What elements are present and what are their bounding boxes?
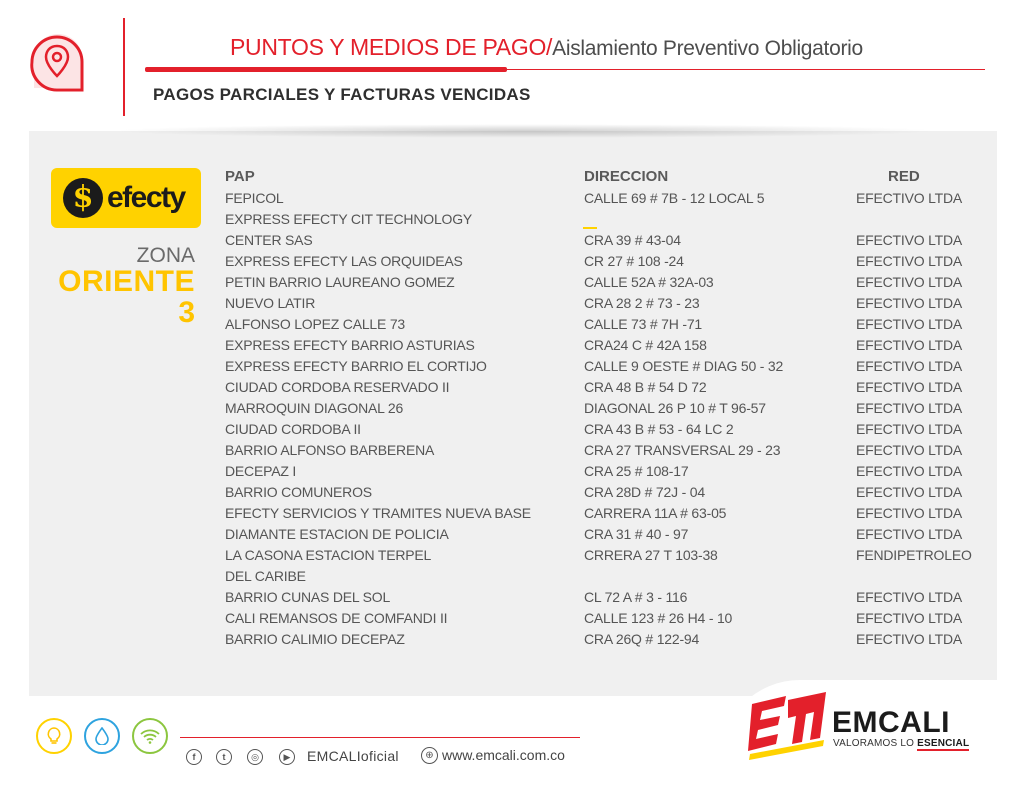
website-link[interactable]: www.emcali.com.co [442,747,565,763]
cell-direccion: CRA 26Q # 122-94 [584,631,700,647]
cell-red: EFECTIVO LTDA [856,232,963,248]
cell-direccion: CRA 39 # 43-04 [584,232,681,248]
cell-pap: FEPICOL [225,190,284,206]
cell-direccion: DIAGONAL 26 P 10 # T 96-57 [584,400,766,416]
table-row [0,524,1024,545]
table-row [0,251,1024,272]
table-row [0,209,1024,230]
cell-pap: EXPRESS EFECTY BARRIO EL CORTIJO [225,358,487,374]
cell-red: EFECTIVO LTDA [856,400,963,416]
cell-direccion: CALLE 73 # 7H -71 [584,316,703,332]
header-divider [123,18,125,116]
table-row [0,482,1024,503]
cell-red: EFECTIVO LTDA [856,316,963,332]
zone-prefix: ZONA [136,244,195,267]
column-header-direccion: DIRECCION [584,168,669,185]
cell-red: EFECTIVO LTDA [856,484,963,500]
cell-pap: CENTER SAS [225,232,313,248]
table-row [0,629,1024,650]
table-row [0,587,1024,608]
table-row [0,545,1024,566]
cell-pap: EXPRESS EFECTY LAS ORQUIDEAS [225,253,463,269]
instagram-icon[interactable]: ◎ [247,749,263,765]
cell-pap: CALI REMANSOS DE COMFANDI II [225,610,448,626]
cell-pap: BARRIO COMUNEROS [225,484,372,500]
table-row [0,356,1024,377]
table-row [0,440,1024,461]
footer-divider [180,737,580,738]
page-subtitle: PAGOS PARCIALES Y FACTURAS VENCIDAS [153,85,531,104]
cell-pap: DECEPAZ I [225,463,297,479]
cell-red: EFECTIVO LTDA [856,379,963,395]
facebook-icon[interactable]: f [186,749,202,765]
efecty-wordmark: efecty [107,181,185,214]
cell-red: EFECTIVO LTDA [856,610,963,626]
cell-pap: MARROQUIN DIAGONAL 26 [225,400,404,416]
cell-direccion: CRA 31 # 40 - 97 [584,526,689,542]
cell-pap: DIAMANTE ESTACION DE POLICIA [225,526,449,542]
youtube-icon[interactable]: ▶ [279,749,295,765]
efecty-s-mark: $ [63,178,103,218]
cell-red: EFECTIVO LTDA [856,190,963,206]
water-drop-icon [84,718,120,754]
lightbulb-icon [36,718,72,754]
page-title [230,34,863,61]
cell-direccion: CARRERA 11A # 63-05 [584,505,727,521]
column-header-red: RED [888,168,920,185]
cell-direccion: CRA 27 TRANSVERSAL 29 - 23 [584,442,781,458]
tagline-prefix: VALORAMOS LO [833,738,918,749]
cell-red: EFECTIVO LTDA [856,589,963,605]
cell-pap: DEL CARIBE [225,568,306,584]
company-tagline [833,738,969,749]
twitter-icon[interactable]: t [216,749,232,765]
cell-pap: NUEVO LATIR [225,295,316,311]
cell-red: EFECTIVO LTDA [856,631,963,647]
cell-pap: BARRIO CALIMIO DECEPAZ [225,631,405,647]
zone-name: ORIENTE [58,265,195,298]
cell-direccion: CR 27 # 108 -24 [584,253,684,269]
cell-pap: BARRIO ALFONSO BARBERENA [225,442,435,458]
cell-direccion: CALLE 9 OESTE # DIAG 50 - 32 [584,358,784,374]
table-row [0,377,1024,398]
table-row [0,272,1024,293]
table-row [0,335,1024,356]
cell-direccion: CALLE 123 # 26 H4 - 10 [584,610,733,626]
cell-pap: EXPRESS EFECTY CIT TECHNOLOGY [225,211,473,227]
cell-pap: CIUDAD CORDOBA II [225,421,361,437]
cell-direccion: CRA 25 # 108-17 [584,463,689,479]
table-row [0,398,1024,419]
company-name: EMCALI [832,706,950,739]
location-pin-icon [26,28,88,98]
cell-direccion: CRA 48 B # 54 D 72 [584,379,707,395]
cell-red: FENDIPETROLEO [856,547,972,563]
cell-red: EFECTIVO LTDA [856,358,963,374]
cell-pap: PETIN BARRIO LAUREANO GOMEZ [225,274,455,290]
cell-red: EFECTIVO LTDA [856,526,963,542]
payment-points-table [0,188,1024,650]
table-row [0,608,1024,629]
table-row [0,188,1024,209]
globe-icon: ⊕ [421,747,438,764]
table-row [0,419,1024,440]
title-underline-accent [145,67,507,72]
cell-direccion: CALLE 52A # 32A-03 [584,274,714,290]
table-row [0,230,1024,251]
table-row [0,293,1024,314]
cell-pap: LA CASONA ESTACION TERPEL [225,547,432,563]
wifi-icon [132,718,168,754]
cell-direccion: CRA 28 2 # 73 - 23 [584,295,700,311]
table-row [0,503,1024,524]
table-row [0,566,1024,587]
zone-number: 3 [178,296,195,329]
table-row [0,461,1024,482]
cell-direccion: CRA 43 B # 53 - 64 LC 2 [584,421,734,437]
cell-direccion: CALLE 69 # 7B - 12 LOCAL 5 [584,190,765,206]
cell-red: EFECTIVO LTDA [856,337,963,353]
cell-red: EFECTIVO LTDA [856,274,963,290]
title-sub: Aislamiento Preventivo Obligatorio [552,37,863,60]
column-header-pap: PAP [225,168,255,185]
emcali-logo-mark [748,690,828,760]
cell-direccion: CRA24 C # 42A 158 [584,337,707,353]
cell-pap: EXPRESS EFECTY BARRIO ASTURIAS [225,337,475,353]
cell-pap: EFECTY SERVICIOS Y TRAMITES NUEVA BASE [225,505,531,521]
social-handle[interactable]: EMCALIoficial [307,748,399,764]
cell-pap: CIUDAD CORDOBA RESERVADO II [225,379,450,395]
cell-direccion: CL 72 A # 3 - 116 [584,589,688,605]
cell-red: EFECTIVO LTDA [856,463,963,479]
cell-red: EFECTIVO LTDA [856,295,963,311]
cell-red: EFECTIVO LTDA [856,253,963,269]
panel-shadow [110,124,940,138]
title-main: PUNTOS Y MEDIOS DE PAGO/ [230,34,553,60]
cell-red: EFECTIVO LTDA [856,421,963,437]
cell-direccion: CRA 28D # 72J - 04 [584,484,705,500]
cell-red: EFECTIVO LTDA [856,442,963,458]
table-row [0,314,1024,335]
cell-direccion: CRRERA 27 T 103-38 [584,547,718,563]
cell-pap: ALFONSO LOPEZ CALLE 73 [225,316,406,332]
tagline-emphasis: ESENCIAL [917,738,970,749]
cell-pap: BARRIO CUNAS DEL SOL [225,589,391,605]
cell-red: EFECTIVO LTDA [856,505,963,521]
